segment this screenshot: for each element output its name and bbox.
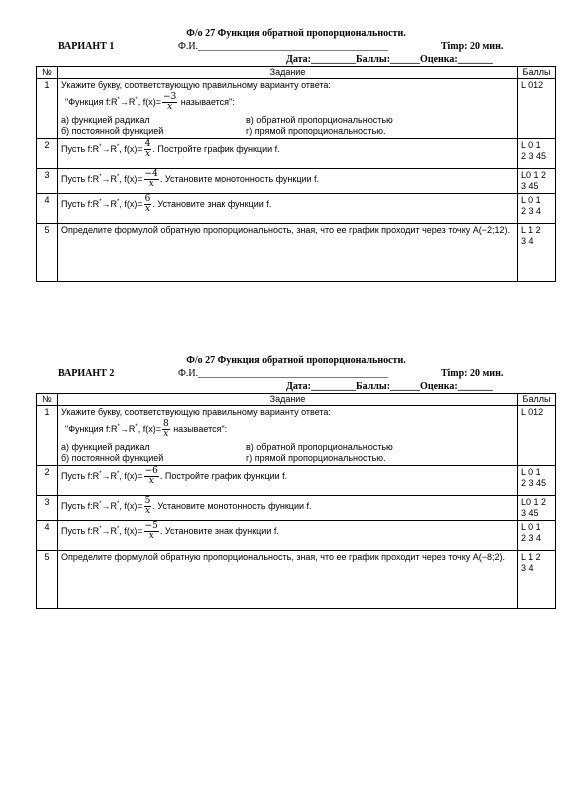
- function-label: , f(x)=: [137, 96, 161, 107]
- function-label: , f(x)=: [119, 198, 143, 209]
- superscript: *: [135, 423, 138, 430]
- superscript: *: [99, 470, 102, 477]
- task-content: Определите формулой обратную пропорциональность, зная, что ее график проходит через точку A(−8;2).: [58, 551, 518, 609]
- option-b: б) постоянной функцией: [61, 126, 164, 136]
- worksheet-title: Ф/о 27 Функция обратной пропорциональности.: [186, 28, 406, 39]
- task-text: →R: [101, 143, 118, 154]
- task-content: [58, 521, 518, 551]
- fraction: [144, 497, 152, 516]
- option-a: а) функцией радикал: [61, 115, 150, 125]
- time-limit: Timp: 20 мин.: [441, 41, 504, 52]
- superscript: *: [135, 96, 138, 103]
- task-number: 5: [37, 551, 58, 609]
- superscript: *: [99, 143, 102, 150]
- task-content: [58, 406, 518, 466]
- superscript: *: [99, 198, 102, 205]
- task-score: [518, 496, 556, 521]
- superscript: *: [117, 173, 120, 180]
- superscript: *: [117, 143, 120, 150]
- fraction: [144, 467, 159, 486]
- superscript: *: [99, 525, 102, 532]
- table-row: [37, 551, 556, 609]
- superscript: *: [99, 173, 102, 180]
- task-number: 5: [37, 224, 58, 282]
- score-line: 3 45: [521, 181, 539, 191]
- variant-label: ВАРИАНТ 1: [58, 41, 115, 52]
- score-line: L0 1 2: [521, 170, 547, 180]
- task-intro: Укажите букву, соответствующую правильному варианту ответа:: [61, 80, 331, 90]
- function-label: , f(x)=: [119, 525, 143, 536]
- superscript: *: [117, 525, 120, 532]
- superscript: *: [117, 198, 120, 205]
- task-content: [58, 139, 518, 169]
- function-label: , f(x)=: [119, 500, 143, 511]
- table-row: [37, 169, 556, 194]
- name-field: Ф.И.______________________________________: [178, 368, 389, 379]
- numerator: 8: [162, 419, 169, 429]
- task-content: [58, 79, 518, 139]
- task-text: Пусть f:R: [61, 500, 100, 511]
- superscript: *: [117, 500, 120, 507]
- task-content: Определите формулой обратную пропорциональность, зная, что ее график проходит через точку A(−2;12).: [58, 224, 518, 282]
- table-row: [37, 79, 556, 139]
- task-text: Пусть f:R: [61, 198, 100, 209]
- score-line: 2 3 4: [521, 206, 542, 216]
- task-score: [518, 139, 556, 169]
- option-v: в) обратной пропорциональностью: [246, 442, 393, 452]
- score-line: L0 1 2: [521, 497, 547, 507]
- score-line: 3 45: [521, 508, 539, 518]
- task-number: 1: [37, 79, 58, 139]
- score-line: L 0 1: [521, 467, 541, 477]
- superscript: *: [99, 500, 102, 507]
- quote-start: "Функция f:R: [65, 96, 118, 107]
- task-score: [518, 224, 556, 282]
- fraction: [162, 93, 177, 112]
- task-number: 2: [37, 139, 58, 169]
- table-row: [37, 139, 556, 169]
- numerator: 4: [144, 139, 151, 149]
- col-header-score: Баллы: [518, 67, 556, 79]
- fraction: [144, 140, 152, 159]
- task-score: [518, 551, 556, 609]
- col-header-num: №: [37, 67, 58, 79]
- denominator: x: [167, 102, 173, 112]
- variant-label: ВАРИАНТ 2: [58, 368, 115, 379]
- score-line: 3 4: [521, 563, 534, 573]
- task-quote: [65, 93, 514, 112]
- task-score: L 012: [518, 79, 556, 139]
- table-row: [37, 224, 556, 282]
- numerator: −4: [144, 169, 158, 179]
- date-score-grade-line: Дата:_________Баллы:______Оценка:_______: [286, 381, 493, 392]
- table-row: [37, 521, 556, 551]
- quote-start: "Функция f:R: [65, 423, 118, 434]
- task-text: Пусть f:R: [61, 525, 100, 536]
- denominator: x: [148, 531, 154, 541]
- task-content: [58, 169, 518, 194]
- col-header-score: Баллы: [518, 394, 556, 406]
- task-intro: Укажите букву, соответствующую правильному варианту ответа:: [61, 407, 331, 417]
- score-line: 2 3 45: [521, 151, 547, 161]
- task-score: L 012: [518, 406, 556, 466]
- superscript: *: [117, 96, 120, 103]
- superscript: *: [117, 470, 120, 477]
- quote-end: называется":: [178, 96, 235, 107]
- score-line: L 1 2: [521, 552, 541, 562]
- denominator: x: [144, 149, 151, 159]
- option-b: б) постоянной функцией: [61, 453, 164, 463]
- score-line: 3 4: [521, 236, 534, 246]
- worksheet-title: Ф/о 27 Функция обратной пропорциональности.: [186, 355, 406, 366]
- header-row: [36, 41, 556, 53]
- fraction: [144, 522, 159, 541]
- denominator: x: [148, 476, 154, 486]
- task-text: →R: [101, 198, 118, 209]
- answer-options: [61, 442, 514, 464]
- tasks-table: [36, 393, 556, 609]
- task-score: [518, 521, 556, 551]
- denominator: x: [144, 204, 151, 214]
- task-text: . Установите монотонность функции f.: [159, 173, 320, 184]
- task-text: . Установите монотонность функции f.: [152, 500, 312, 511]
- task-text: Пусть f:R: [61, 470, 100, 481]
- numerator: −3: [162, 92, 177, 102]
- fraction: [162, 420, 170, 439]
- task-score: [518, 169, 556, 194]
- function-label: , f(x)=: [119, 143, 143, 154]
- task-text: Пусть f:R: [61, 143, 100, 154]
- task-text: . Установите знак функции f.: [152, 198, 272, 209]
- task-text: →R: [101, 500, 118, 511]
- score-line: L 0 1: [521, 140, 541, 150]
- denominator: x: [163, 429, 169, 439]
- numerator: 6: [144, 194, 151, 204]
- function-label: , f(x)=: [119, 173, 143, 184]
- quote-end: называется":: [170, 423, 228, 434]
- option-a: а) функцией радикал: [61, 442, 150, 452]
- task-text: →R: [101, 470, 118, 481]
- superscript: *: [117, 423, 120, 430]
- table-row: [37, 406, 556, 466]
- table-row: [37, 194, 556, 224]
- task-text: →R: [101, 173, 118, 184]
- col-header-task: Задание: [58, 67, 518, 79]
- task-content: [58, 194, 518, 224]
- task-number: 3: [37, 169, 58, 194]
- task-score: [518, 194, 556, 224]
- col-header-num: №: [37, 394, 58, 406]
- numerator: −6: [144, 466, 158, 476]
- denominator: x: [148, 179, 154, 189]
- numerator: 5: [144, 496, 151, 506]
- task-number: 1: [37, 406, 58, 466]
- col-header-task: Задание: [58, 394, 518, 406]
- task-number: 3: [37, 496, 58, 521]
- fraction: [144, 170, 159, 189]
- task-text: Пусть f:R: [61, 173, 100, 184]
- function-label: , f(x)=: [137, 423, 161, 434]
- task-number: 2: [37, 466, 58, 496]
- table-header-row: [37, 394, 556, 406]
- option-g: г) прямой пропорциональностью.: [246, 126, 386, 136]
- task-number: 4: [37, 194, 58, 224]
- task-number: 4: [37, 521, 58, 551]
- quote-mid: →R: [119, 423, 136, 434]
- fraction: [144, 195, 152, 214]
- task-text: →R: [101, 525, 118, 536]
- name-field: Ф.И.______________________________________: [178, 41, 389, 52]
- score-line: 2 3 4: [521, 533, 542, 543]
- denominator: x: [144, 506, 151, 516]
- task-score: [518, 466, 556, 496]
- task-text: . Постройте график функции f.: [152, 143, 280, 154]
- option-v: в) обратной пропорциональностью: [246, 115, 393, 125]
- score-line: L 0 1: [521, 522, 541, 532]
- header-row: [36, 368, 556, 380]
- task-content: [58, 496, 518, 521]
- task-text: . Постройте график функции f.: [159, 470, 288, 481]
- date-score-grade-line: Дата:_________Баллы:______Оценка:_______: [286, 54, 493, 65]
- task-text: . Установите знак функции f.: [159, 525, 279, 536]
- score-line: L 0 1: [521, 195, 541, 205]
- quote-mid: →R: [119, 96, 136, 107]
- tasks-table: [36, 66, 556, 282]
- task-quote: [65, 420, 514, 439]
- table-header-row: [37, 67, 556, 79]
- score-line: L 1 2: [521, 225, 541, 235]
- task-content: [58, 466, 518, 496]
- score-line: 2 3 45: [521, 478, 547, 488]
- option-g: г) прямой пропорциональностью.: [246, 453, 386, 463]
- numerator: −5: [144, 521, 158, 531]
- table-row: [37, 496, 556, 521]
- table-row: [37, 466, 556, 496]
- answer-options: [61, 115, 514, 137]
- function-label: , f(x)=: [119, 470, 143, 481]
- time-limit: Timp: 20 мин.: [441, 368, 504, 379]
